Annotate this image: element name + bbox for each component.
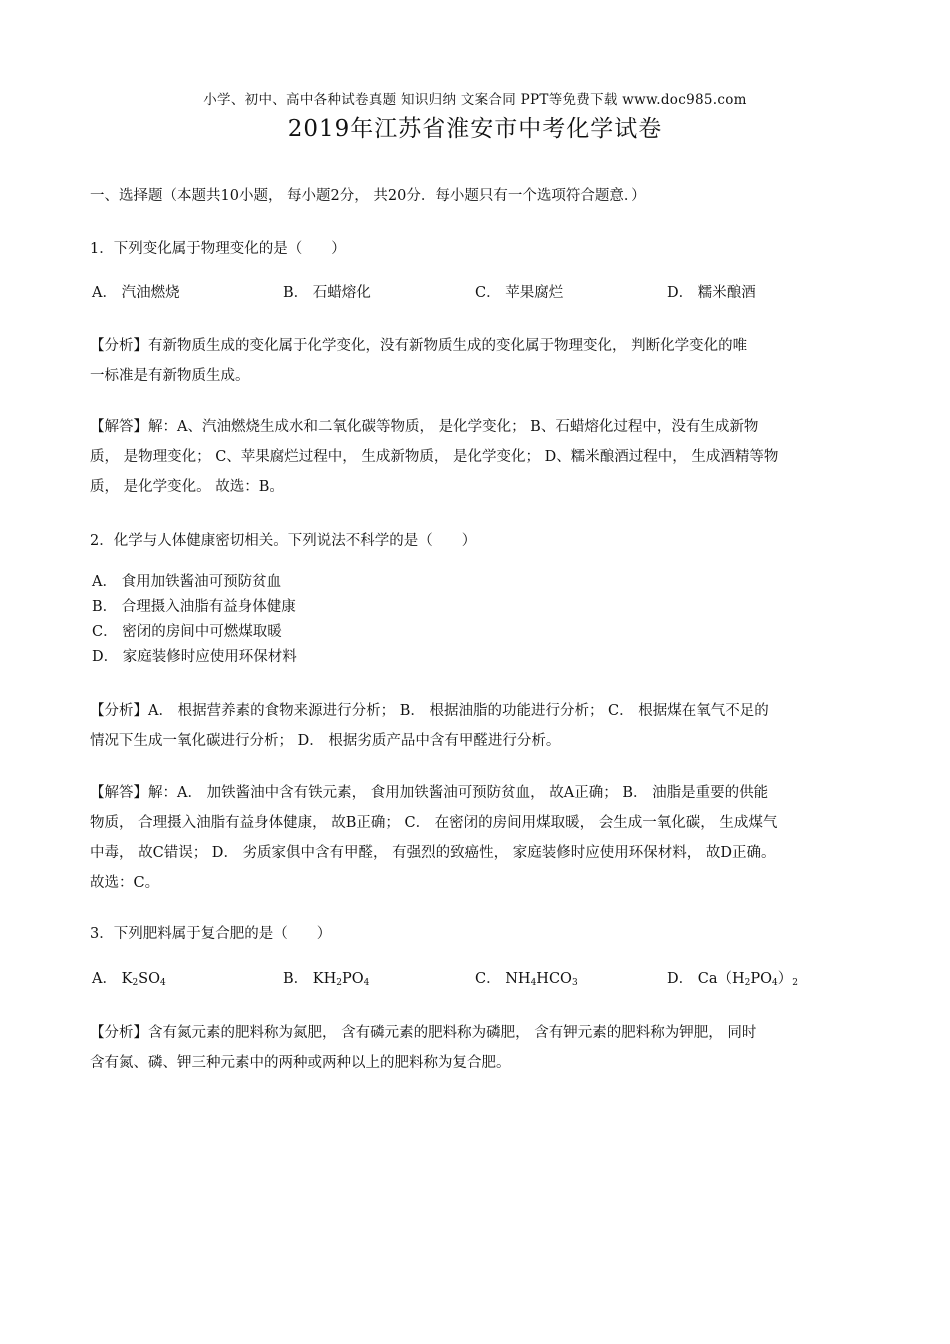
question-3-analysis (90, 1018, 860, 1078)
option-label: C． (475, 971, 501, 987)
question-3-stem: 3．下列肥料属于复合肥的是（ ） (90, 926, 332, 942)
q2-option-a: A． 食用加铁酱油可预防贫血 (92, 574, 282, 590)
solution-line: 质， 是物理变化； C、苹果腐烂过程中， 生成新物质， 是化学变化； D、糯米酿酒过程中， 生成酒精等物 (90, 449, 779, 465)
question-1-analysis (90, 331, 860, 391)
solution-line: 中毒， 故C错误； D． 劣质家俱中含有甲醛， 有强烈的致癌性， 家庭装修时应使用环保材料， 故D正确。 (90, 845, 776, 861)
q1-option-c: C． 苹果腐烂 (475, 285, 564, 301)
solution-line: 质， 是化学变化。 故选：B。 (90, 479, 284, 495)
q3-option-c (475, 964, 578, 998)
formula-kh2po4: $KH_2PO_4$ (312, 971, 370, 988)
question-2-options (90, 570, 860, 670)
page-title: 2019年江苏省淮安市中考化学试卷 (287, 116, 663, 142)
solution-line: 物质， 合理摄入油脂有益身体健康， 故B正确； C． 在密闭的房间用煤取暖， 会生成一氧化碳， 生成煤气 (90, 815, 778, 831)
analysis-line: 【分析】A． 根据营养素的食物来源进行分析； B． 根据油脂的功能进行分析； C． 根据煤在氧气不足的 (90, 703, 769, 719)
analysis-line: 【分析】含有氮元素的肥料称为氮肥， 含有磷元素的肥料称为磷肥， 含有钾元素的肥料称为钾肥， 同时 (90, 1025, 757, 1041)
q2-option-b: B． 合理摄入油脂有益身体健康 (92, 599, 296, 615)
analysis-line: 一标准是有新物质生成。 (90, 368, 250, 384)
analysis-line: 【分析】有新物质生成的变化属于化学变化，没有新物质生成的变化属于物理变化， 判断化学变化的唯 (90, 338, 748, 354)
formula-k2so4: $K_2SO_4$ (121, 971, 166, 988)
q3-option-d (667, 964, 798, 998)
question-3-options (90, 964, 860, 994)
q3-option-b (283, 964, 369, 998)
option-label: D． (667, 971, 694, 987)
question-1-solution (90, 412, 860, 502)
question-2-solution (90, 778, 860, 898)
q1-option-d: D． 糯米酿酒 (667, 285, 756, 301)
q1-option-a: A． 汽油燃烧 (92, 285, 180, 301)
option-label: A． (92, 971, 117, 987)
solution-line: 【解答】解：A、汽油燃烧生成水和二氧化碳等物质， 是化学变化； B、石蜡熔化过程中，没有生成新物 (90, 419, 759, 435)
section-heading: 一、选择题（本题共10小题， 每小题2分， 共20分．每小题只有一个选项符合题意．） (90, 188, 646, 204)
solution-line: 【解答】解：A． 加铁酱油中含有铁元素， 食用加铁酱油可预防贫血， 故A正确； B． 油脂是重要的供能 (90, 785, 769, 801)
site-header-line: 小学、初中、高中各种试卷真题 知识归纳 文案合同 PPT等免费下载 www.doc985.com (203, 92, 747, 108)
option-label: B． (283, 971, 309, 987)
analysis-line: 含有氮、磷、钾三种元素中的两种或两种以上的肥料称为复合肥。 (90, 1055, 511, 1071)
q3-option-a (92, 964, 166, 998)
solution-line: 故选：C。 (90, 875, 160, 891)
question-1-stem: 1．下列变化属于物理变化的是（ ） (90, 241, 346, 257)
formula-nh4hco3: $NH_4HCO_3$ (505, 971, 578, 988)
q2-option-d: D． 家庭装修时应使用环保材料 (92, 649, 297, 665)
question-2-stem: 2．化学与人体健康密切相关。下列说法不科学的是（ ） (90, 533, 477, 549)
question-1-options (90, 278, 860, 308)
formula-ca-h2po4-2: $Ca(H_2PO_4)_2$ (697, 971, 798, 988)
q2-option-c: C． 密闭的房间中可燃煤取暖 (92, 624, 282, 640)
question-2-analysis (90, 696, 860, 756)
q1-option-b: B． 石蜡熔化 (283, 285, 371, 301)
analysis-line: 情况下生成一氧化碳进行分析； D． 根据劣质产品中含有甲醛进行分析。 (90, 733, 561, 749)
